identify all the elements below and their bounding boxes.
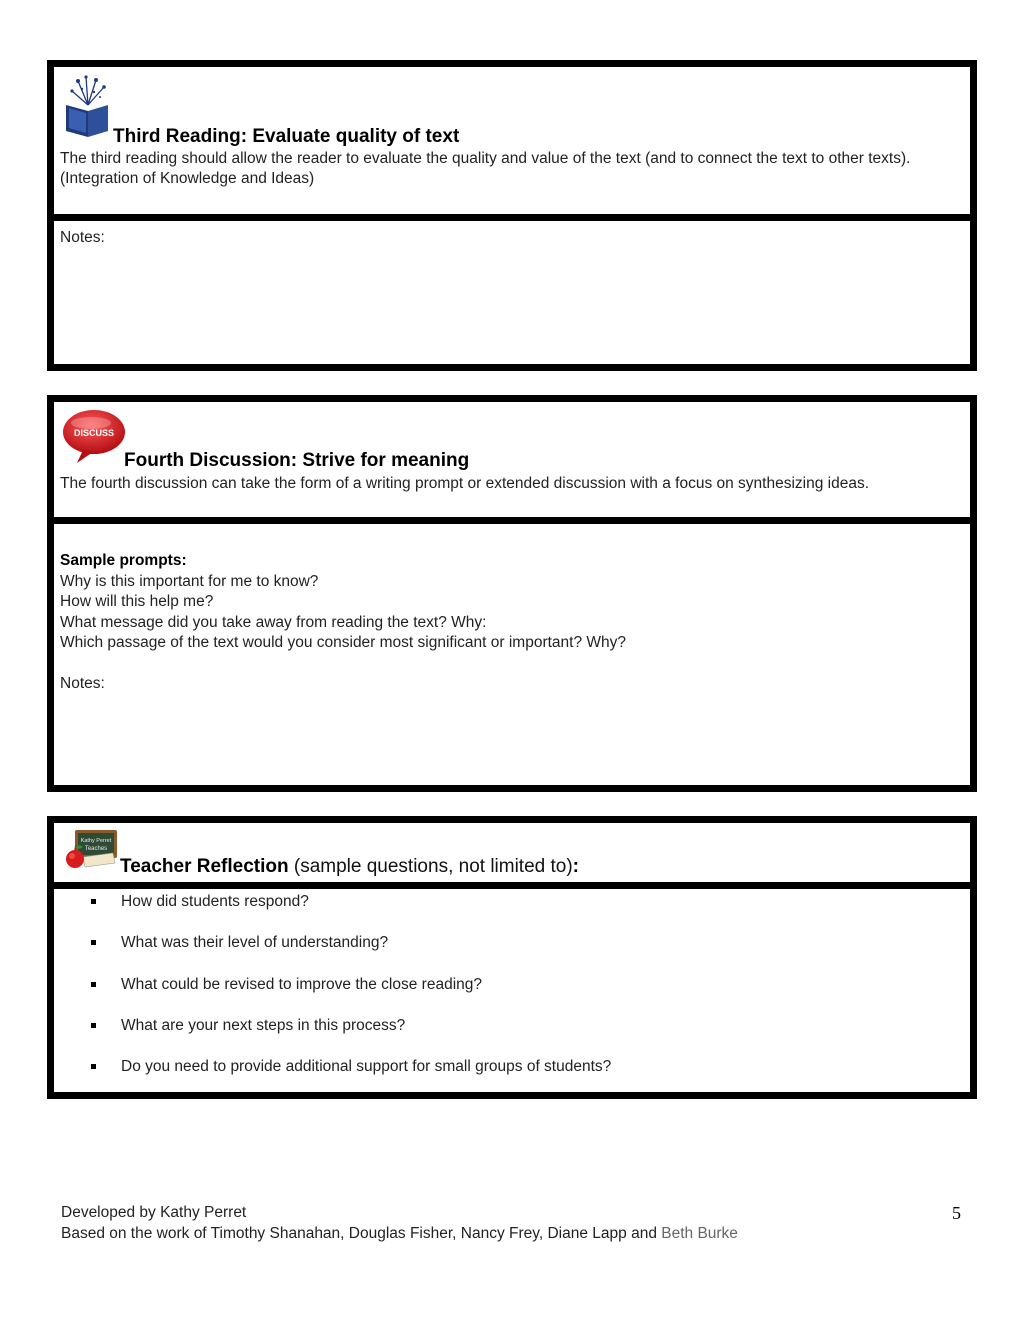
- page-footer: [61, 1202, 738, 1244]
- footer-developer: Developed by Kathy Perret: [61, 1204, 247, 1221]
- list-item: [54, 1016, 970, 1057]
- bullet-icon: [91, 899, 96, 904]
- list-item: [54, 892, 970, 933]
- chalkboard-apple-icon: [63, 829, 119, 874]
- fourth-discussion-body: [54, 524, 970, 694]
- discuss-icon-label: DISCUSS: [73, 428, 115, 438]
- third-reading-box: [47, 60, 977, 371]
- teacher-reflection-colon: :: [572, 856, 579, 877]
- prompt-item: Why is this important for me to know?: [60, 572, 319, 590]
- question-text: What are your next steps in this process?: [121, 1016, 406, 1034]
- third-reading-header: [54, 67, 970, 221]
- teacher-reflection-heading: Teacher Reflection: [120, 856, 289, 877]
- notes-label: Notes:: [60, 229, 105, 246]
- list-item: [54, 975, 970, 1016]
- fourth-discussion-header: [54, 402, 970, 524]
- notes-label[interactable]: Notes:: [60, 674, 105, 692]
- fourth-discussion-description: The fourth discussion can take the form of a writing prompt or extended discussion with a focus on synthesizing ideas.: [60, 475, 870, 492]
- teacher-reflection-box: [47, 816, 977, 1099]
- third-reading-notes-area[interactable]: [54, 221, 970, 364]
- page-number: 5: [952, 1203, 961, 1223]
- prompt-item: Which passage of the text would you consider most significant or important? Why?: [60, 634, 627, 651]
- prompt-item: What message did you take away from reading the text? Why:: [60, 613, 487, 631]
- svg-text:Kathy Perret: Kathy Perret: [80, 838, 112, 844]
- question-text: Do you need to provide additional support for small groups of students?: [121, 1058, 612, 1076]
- bullet-icon: [91, 1064, 96, 1069]
- book-icon: [64, 75, 112, 142]
- third-reading-title: Third Reading: Evaluate quality of text: [113, 126, 460, 147]
- prompt-item: How will this help me?: [60, 593, 214, 610]
- question-text: What was their level of understanding?: [121, 934, 389, 952]
- bullet-icon: [91, 940, 96, 945]
- footer-credits-main: Based on the work of Timothy Shanahan, Douglas Fisher, Nancy Frey, Diane Lapp and: [61, 1225, 662, 1242]
- question-text: What could be revised to improve the close reading?: [121, 975, 483, 993]
- list-item: [54, 933, 970, 974]
- list-item: [54, 1057, 970, 1098]
- sample-prompts-heading: Sample prompts:: [60, 552, 187, 569]
- question-text: How did students respond?: [121, 893, 309, 910]
- teacher-reflection-title: [120, 856, 579, 878]
- footer-credits: [61, 1223, 738, 1244]
- bullet-icon: [91, 982, 96, 987]
- svg-text:Teaches: Teaches: [84, 846, 108, 852]
- bullet-icon: [91, 1023, 96, 1028]
- discuss-bubble-icon: [61, 408, 127, 469]
- teacher-reflection-subtitle: (sample questions, not limited to): [293, 856, 573, 877]
- fourth-discussion-title: Fourth Discussion: Strive for meaning: [124, 450, 470, 471]
- footer-credits-gray: Beth Burke: [661, 1225, 738, 1242]
- teacher-reflection-header: [54, 823, 970, 889]
- fourth-discussion-box: [47, 395, 977, 792]
- third-reading-description: The third reading should allow the reader to evaluate the quality and value of the text (and to connect the text to other texts). (Integration of Knowledge and Ideas): [60, 150, 911, 187]
- reflection-question-list: [54, 892, 970, 1098]
- teacher-reflection-body: [54, 889, 970, 1098]
